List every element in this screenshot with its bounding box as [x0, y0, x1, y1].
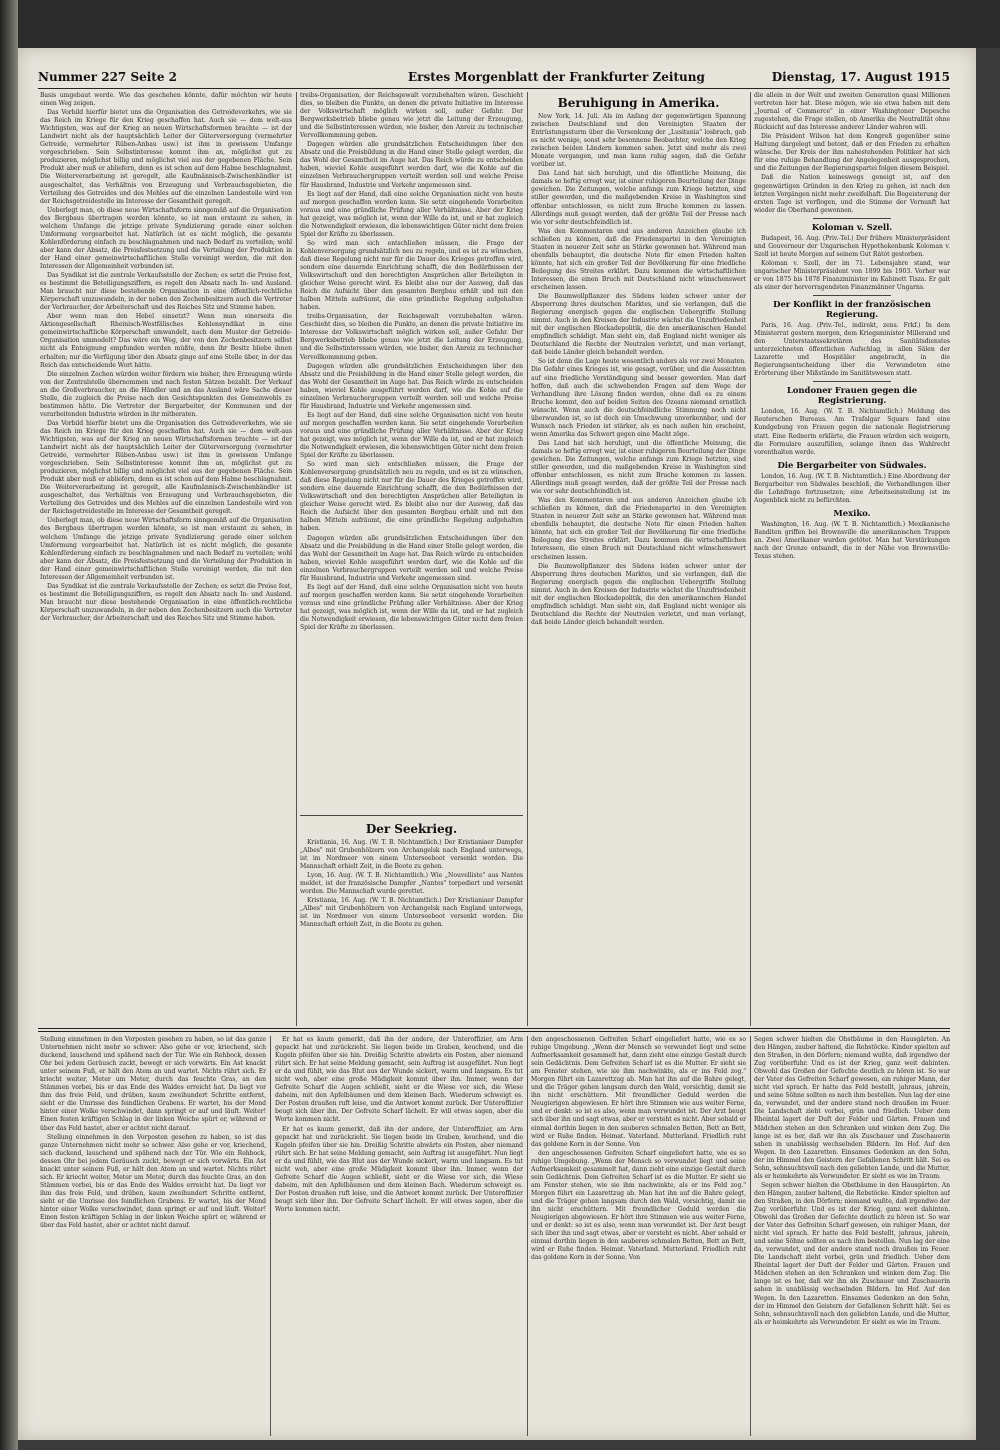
- feuilleton-column-2: [275, 1036, 523, 1436]
- mexiko-headline: Mexiko.: [833, 508, 871, 519]
- feuilleton-rule: [38, 1031, 950, 1032]
- short-divider: [813, 381, 891, 382]
- paragraph: Budapest, 16. Aug. (Priv.-Tel.) Der frühere Ministerpräsident und Gouverneur der Ungarischen Hypothekenbank Koloman v. Szell ist heute Morgen auf seinem Gut Rátót gestorben.: [754, 234, 950, 258]
- koloman-headline: Koloman v. Szell.: [811, 222, 893, 233]
- paragraph: So wird man sich entschließen müssen, die Frage der Kohlenversorgung grundsätzlich neu zu regeln, und es ist zu wünschen, daß diese Regelung nicht nur für die Dauer des Krieges getroffen wird, sondern eine dauernde Einrichtung schafft, die den Bedürfnissen der Volkswirtschaft und den berechtigten Ansprüchen aller Beteiligten in gleicher Weise gerecht wird. Es bleibt also nur der Ausweg, daß das Reich die Aufsicht über den gesamten Bergbau erhält und mit den halben Mitteln aufräumt, die eine gründliche Regelung aufgehalten haben.: [300, 461, 523, 533]
- feuilleton-rule: [38, 1028, 950, 1029]
- seekrieg-headline: Der Seekrieg.: [365, 822, 458, 836]
- londoner-headline: Londoner Frauen gegen die Registrierung.: [786, 386, 918, 407]
- paragraph: Ueberlegt man, ob diese neue Wirtschaftsform sinngemäß auf die Organisation des Bergbaus übertragen werden könnte, so ist man erstaunt zu sehen, in welchem Umfange die jetzige private Syndizierung gerade einer solchen Umformung vorgearbeitet hat. Natürlich ist es nicht möglich, die gesamte Kohlenförderung einfach zu beschlagnahmen und nach Bedarf zu verteilen; wohl aber kann der Absatz, die Preisfestsetzung und die Verteilung der Produktion in der Hand einer gemeinwirtschaftlichen Stelle vereinigt werden, die mit den Interessen der Allgemeinheit verbunden ist.: [40, 517, 292, 581]
- paragraph: Kristiania, 16. Aug. (W. T. B. Nichtamtlich.) Der Kristianiaer Dampfer „Albes" mit Grubenhölzern von Archangelsk nach England unterwegs, ist im Nordmeer von einem Unterseeboot versenkt worden. Die Mannschaft erhielt Zeit, in die Boote zu gehen.: [300, 839, 523, 871]
- feuilleton-column-4: [754, 1036, 950, 1436]
- feuilleton-column-3: [531, 1036, 746, 1436]
- paragraph: Koloman v. Szell, der im 71. Lebensjahre stand, war ungarischer Ministerpräsident von 1899 bis 1903. Vorher war er von 1875 bis 1878 Finanzminister im Kabinett Tisza. Er galt als einer der hervorragendsten Finanzmänner Ungarns.: [754, 259, 950, 291]
- paragraph: treibs-Organisation, der Reichsgewalt vorzubehalten wären. Geschieht dies, so bleiben die Punkte, an denen die private Initiative im Interesse der Volkswirtschaft möglich wirken soll, außer Gefahr. Der Bergwerksbetrieb bliebe genau wie jetzt die Leitung der Erzeugung, und die Selbstinteressen würden, wie bisher, den Anreiz zu technischer Vervollkommnung geben.: [300, 313, 523, 361]
- paragraph: Das Vorbild hierfür bietet uns die Organisation des Getreideverkehrs, wie sie das Reich im Kriege für den Krieg geschaffen hat. Auch sie — dem welt-aus Wichtigsten, was auf der Krieg an neuen Wirtschaftsformen brachte — ist der Landwirt nicht als der hauptsächlich Leiter der Güterversorgung (vermehrter Getreide, vermehrter Rüben-Anbau usw.) ist ihm in gewissem Umfange vorgeschrieben. Sein Selbstinteresse kommt ihm an, möglichst gut zu produzieren, möglichst billig und möglichst viel aus der gegebenen Fläche. Sein Produkt aber muß er abliefern, denn es ist schon auf dem Halme beschlagnahmt. Die Weiterverarbeitung ist geregelt, alle Kaufmännisch-Zwischenhändler ist ausgeschaltet, das Verhältnis von Erzeugung und Verbrauchsgebieten, die Verteilung des Getreides und des Mehles auf die einzelnen Landesteile wird von der Reichsgetreidestelle im Interesse der Gesamtheit geregelt.: [40, 109, 292, 205]
- paragraph: Das Syndikat ist die zentrale Verkaufsstelle der Zechen; es setzt die Preise fest, es bestimmt die Beteiligungsziffern, es regelt den Absatz nach In- und Ausland. Man braucht nur diese bestehende Organisation in eine öffentlich-rechtliche Körperschaft umzuwandeln, in der neben den Zechenbesitzern auch die Vertreter der Verbraucher, der Arbeiterschaft und des Reiches Sitz und Stimme haben.: [40, 582, 292, 622]
- column-rule: [270, 1036, 271, 1436]
- paragraph: Paris, 16. Aug. (Priv.-Tel., indirekt, zens. Frkf.) In dem Ministerrat gestern morgen, dem Kriegsminister Millerand und den Unterstaatssekretären des Sanitätsdienstes unterzeichneten öffentlichen Aufschlag, in allen Sälen der Lazarette und Hospitäler angebracht, in die Regierungsentscheidung über die Verwundeten eine Erörterung über Mißstände im Sanitätswesen statt.: [754, 322, 950, 378]
- paragraph: Die Präsident Wilson hat dem Kongreß gegenüber seine Haltung dargelegt und betont, daß er den Frieden zu erhalten wünsche. Der Kreis der ihm nahestehenden Politiker hat sich für eine ruhige Behandlung der Angelegenheit ausgesprochen, und die Zeitungen der Regierungspartei folgen diesem Beispiel.: [754, 133, 950, 173]
- binding-edge: [0, 0, 18, 1450]
- paragraph: Stellung einnehmen in den Vorposten gesehen zu haben, so ist das ganze Unternehmen nicht mehr so schwer. Also gehe er vor, kriechend, sich duckend, lauschend und spähend nach der Tür. Wie ein Rehbock, dessen Ohr bei jedem Geräusch zuckt, bewegt er sich vorwärts. Ein Ast knackt unter seinem Fuß, er hält den Atem an und wartet. Nichts rührt sich. Er kriecht weiter, Meter um Meter, durch das feuchte Gras, an den Stämmen vorbei, bis er das Ende des Waldes erreicht hat. Da liegt vor ihm das freie Feld, und drüben, kaum zweihundert Schritte entfernt, sieht er die Umrisse des feindlichen Grabens. Er wartet, bis der Mond hinter einer Wolke verschwindet, dann springt er auf und läuft. Weiter! Einen festen kräftigen Schlag in der linken Weiche spürt er, während er über das Feld hastet, aber er achtet nicht darauf.: [40, 1133, 266, 1230]
- paragraph: Segen schwer hielten die Obstbäume in den Hausgärten. An den Hängen, zauber haltend, die Rebstöcke. Kinder spielten auf den Straßen, in den Dörfern; niemand wußte, daß irgendwo der Zug vorüberfuhr. Und es ist der Krieg, ganz weit dahinten. Obwohl das Großen der Gefechte deutlich zu hören ist. So war der Vater des Gefreiten Scharf gewesen, ein ruhiger Mann, der nicht viel sprach. Er hatte das Feld bestellt, jahraus, jahrein, und seine Söhne sollten es nach ihm bestellen. Nun lag der eine da, verwundet, und der andere stand noch draußen im Feuer. Die Landschaft zieht vorbei, grün und friedlich. Ueber dem Rheintal lagert der Duft der Felder und Gärten. Frauen und Mädchen stehen an den Schranken und winken dem Zug. Die lange ist es her, daß wir ihn als Zuschauer und Zuschauerin sahen in unablässig wechselnden Bildern. Im Hof. Auf den Wegen. In den Lazaretten. Einsames Gedenken an den Sohn, der im Himmel den Geistern der Gefallenen Schritt hält. Sei es Sohn, sehnsuchtsvoll nach den geliebten Lande, und die Mutter, als er heimkehrte als Verwundeter. Er sieht es wie im Traum.: [754, 1036, 950, 1180]
- paragraph: New York, 14. Juli. Als im Anfang der gegenwärtigen Spannung zwischen Deutschland und den Vereinigten Staaten der Entrüstungssturm über die Versenkung der „Lusitania" losbrach, gab es nicht wenige, sonst sehr besonnene Beobachter, welche den Krieg zwischen beiden Ländern kommen sahen. Jetzt sind mehr als zwei Monate vergangen, und man kann ruhig sagen, daß die Gefahr vorüber ist.: [531, 113, 746, 169]
- paragraph: Es liegt auf der Hand, daß eine solche Organisation nicht von heute auf morgen geschaffen werden kann. Sie setzt eingehende Vorarbeiten voraus und eine gründliche Prüfung aller Verhältnisse. Aber der Krieg hat gezeigt, was möglich ist, wenn der Wille da ist, und er hat zugleich die Notwendigkeit erwiesen, die lebenswichtigen Güter nicht dem freien Spiel der Kräfte zu überlassen.: [300, 583, 523, 632]
- paragraph: Die Baumwollpflanzer des Südens leiden schwer unter der Absperrung ihres deutschen Marktes, und sie verlangen, daß die Regierung energisch gegen die englischen Uebergriffe Stellung nimmt. Auch in den Kreisen der Industrie wächst die Unzufriedenheit mit der englischen Blockadepolitik, die den amerikanischen Handel empfindlich schädigt. Man sieht ein, daß England nicht weniger als Deutschland die Rechte der Neutralen verletzt, und man verlangt, daß beide Länder gleich behandelt werden.: [531, 293, 746, 357]
- paragraph: Er hat es kaum gemerkt, daß ihn der andere, der Unteroffizier, am Arm gepackt hat und zurückzieht. Sie liegen beide im Graben, keuchend, und die Kugeln pfeifen über sie hin. Dreißig Schritte abwärts ein Posten, aber niemand rührt sich. Er hat seine Meldung gemacht, sein Auftrag ist ausgeführt. Nun liegt er da und fühlt, wie das Blut aus der Wunde sickert, warm und langsam. Es tut nicht weh, aber eine große Müdigkeit kommt über ihn. Immer, wenn der Gefreite Scharf die Augen schließt, sieht er die Wiese vor sich, die Wiese daheim, mit den Apfelbäumen und dem kleinen Bach. Wiederum schweigt es. Der Posten draußen ruft leise, und die Antwort kommt zurück. Der Unteroffizier beugt sich über ihn. Der Gefreite Scharf lächelt. Er will etwas sagen, aber die Worte kommen nicht.: [275, 1036, 523, 1124]
- column-rule: [750, 1036, 751, 1436]
- paragraph: Was den Kommentaren und aus anderen Anzeichen glaube ich schließen zu können, daß die Friedenspartei in den Vereinigten Staaten in neuerer Zeit sehr an Stärke gewonnen hat. Während man ebenfalls behauptet, die deutsche Note für einen Frieden halten könnte, hat sich ein großer Teil der Bevölkerung für eine friedliche Beilegung des Streites erklärt. Dazu kommen die wirtschaftlichen Interessen, die einen Bruch mit Deutschland nicht wünschenswert erscheinen lassen.: [531, 497, 746, 561]
- paper-name: Erstes Morgenblatt der Frankfurter Zeitung: [408, 70, 705, 84]
- konflikt-headline: Der Konflikt in der französischen Regierung.: [773, 300, 931, 321]
- masthead: [38, 70, 950, 86]
- paragraph: Lyon, 16. Aug. (W. T. B. Nichtamtlich.) Wie „Nouvelliste" aus Nantes meldet, ist der französische Dampfer „Nantes" torpediert und versenkt worden. Die Mannschaft wurde gerettet.: [300, 872, 523, 896]
- paragraph: London, 16. Aug. (W. T. B. Nichtamtlich.) Meldung des Reuterschen Bureaus. Am Trafalgar Square fand eine Kundgebung von Frauen gegen die nationale Registrierung statt. Eine Rednerin erklärte, die Frauen würden sich weigern, die Formulare auszufüllen, solange ihnen das Wahlrecht vorenthalten werde.: [754, 408, 950, 456]
- amerika-headline: Beruhigung in Amerika.: [557, 96, 720, 110]
- scan-top-margin: [0, 0, 1000, 48]
- paragraph: Das Syndikat ist die zentrale Verkaufsstelle der Zechen; es setzt die Preise fest, es bestimmt die Beteiligungsziffern, es regelt den Absatz nach In- und Ausland. Man braucht nur diese bestehende Organisation in eine öffentlich-rechtliche Körperschaft umzuwandeln, in der neben den Zechenbesitzern auch die Vertreter der Verbraucher, der Arbeiterschaft und des Reiches Sitz und Stimme haben.: [40, 272, 292, 312]
- paragraph: Das Land hat sich beruhigt, und die öffentliche Meinung, die damals so heftig erregt war, ist einer ruhigeren Beurteilung der Dinge gewichen. Die Zeitungen, welche anfangs zum Kriege hetzten, sind stiller geworden, und die maßgebenden Kreise in Washington sind offenbar entschlossen, es nicht zum Bruche kommen zu lassen. Allerdings muß gesagt werden, daß der größte Teil der Presse nach wie vor sehr deutschfeindlich ist.: [531, 439, 746, 496]
- paragraph: den angeschossenen Gefreiten Scharf eingeliefert hatte, wie es so ruhige Umgebung. „Wenn der Mensch so verwundet liegt und seine Aufmerksamkeit gesammelt hat, dann zieht eine einzige Gestalt durch sein Gedächtnis. Dem Gefreiten Scharf ist es die Mutter. Er sieht sie am Fenster stehen, wie sie ihm nachwinkte, als er ins Feld zog." Morgen führt ein Lazarettzug ab. Man hat ihn auf die Bahre gelegt, und die Träger gehen langsam durch den Wald, vorsichtig, damit sie ihn nicht erschüttern. Mit freundlicher Geduld werden die Neugierigen abgewiesen. Er hört ihre Stimmen wie aus weiter Ferne, und er denkt: so ist es also, wenn man verwundet ist. Der Arzt beugt sich über ihn und sagt etwas, aber er versteht es nicht. Aber sobald er einmal dorthin liegen in den sauberen schmalen Betten, Bett an Bett, wird er Ruhe finden. Heimat. Vaterland. Mutterland. Friedlich ruht das goldene Korn in der Sonne. Von: [531, 1036, 746, 1148]
- paragraph: Die einzelnen Zechen würden weiter fördern wie bisher, ihre Erzeugung würde von der Zentralstelle übernommen und nach festen Sätzen bezahlt. Der Verkauf an die Großverbraucher, an die Händler und an das Ausland wäre Sache dieser Stelle, die zugleich die Preise nach den Gesichtspunkten des Gemeinwohls zu bestimmen hätte. Die Vertreter der Bergarbeiter, der Kommunen und der verarbeitenden Industrie würden in ihr mitberaten.: [40, 370, 292, 418]
- paragraph: Dagegen würden alle grundsätzlichen Entscheidungen über den Absatz und die Preisbildung in die Hand einer Stelle gelegt werden, die das Wohl der Gesamtheit im Auge hat. Das Reich würde zu entscheiden haben, wieviel Kohle ausgeführt werden darf, wie die Kohle auf die einzelnen Verbrauchergruppen verteilt werden soll und welche Preise für Hausbrand, Industrie und Verkehr angemessen sind.: [300, 362, 523, 410]
- article-column-4: [754, 92, 950, 1024]
- paragraph: So wird man sich entschließen müssen, die Frage der Kohlenversorgung grundsätzlich neu zu regeln, und es ist zu wünschen, daß diese Regelung nicht nur für die Dauer des Krieges getroffen wird, sondern eine dauernde Einrichtung schafft, die den Bedürfnissen der Volkswirtschaft und den berechtigten Ansprüchen aller Beteiligten in gleicher Weise gerecht wird. Es bleibt also nur der Ausweg, daß das Reich die Aufsicht über den gesamten Bergbau erhält und mit den halben Mitteln aufräumt, die eine gründliche Regelung aufgehalten haben.: [300, 239, 523, 312]
- paragraph: Aber wenn man den Hebel einsetzt? Wenn man einerseits die Aktiengesellschaft Rheinisch-Westfälisches Kohlensyndikat in eine gemeinwirtschaftliche Körperschaft umwandelt, nach dem Muster der Getreide-Organisation ummodelt? Das wäre ein Weg, der von den Zechenbesitzern selbst nicht als Enteignung empfunden werden müßte, denn ihr Besitz bliebe ihnen erhalten; nur die Verfügung über den Absatz ginge auf eine Stelle über, in der das Reich das entscheidende Wort hätte.: [40, 313, 292, 369]
- paragraph: Kristiania, 16. Aug. (W. T. B. Nichtamtlich.) Der Kristianiaer Dampfer „Albes" mit Grubenhölzern von Archangelsk nach England unterwegs, ist im Nordmeer von einem Unterseeboot versenkt worden. Die Mannschaft erhielt Zeit, in die Boote zu gehen.: [300, 897, 523, 929]
- paragraph: Stellung einnehmen in den Vorposten gesehen zu haben, so ist das ganze Unternehmen nicht mehr so schwer. Also gehe er vor, kriechend, sich duckend, lauschend und spähend nach der Tür. Wie ein Rehbock, dessen Ohr bei jedem Geräusch zuckt, bewegt er sich vorwärts. Ein Ast knackt unter seinem Fuß, er hält den Atem an und wartet. Nichts rührt sich. Er kriecht weiter, Meter um Meter, durch das feuchte Gras, an den Stämmen vorbei, bis er das Ende des Waldes erreicht hat. Da liegt vor ihm das freie Feld, und drüben, kaum zweihundert Schritte entfernt, sieht er die Umrisse des feindlichen Grabens. Er wartet, bis der Mond hinter einer Wolke verschwindet, dann springt er auf und läuft. Weiter! Einen festen kräftigen Schlag in der linken Weiche spürt er, während er über das Feld hastet, aber er achtet nicht darauf.: [40, 1036, 266, 1132]
- column-rule: [527, 92, 528, 1026]
- issue-number: Nummer 227 Seite 2: [38, 70, 178, 84]
- paragraph: Washington, 16. Aug. (W. T. B. Nichtamtlich.) Mexikanische Banditen griffen bei Brownsville die amerikanischen Truppen an. Zwei Amerikaner wurden getötet. Man hat Verstärkungen nach der Grenze entsandt, die in der Nähe von Brownsville-Texas stehen.: [754, 520, 950, 561]
- paragraph: Dagegen würden alle grundsätzlichen Entscheidungen über den Absatz und die Preisbildung in die Hand einer Stelle gelegt werden, die das Wohl der Gesamtheit im Auge hat. Das Reich würde zu entscheiden haben, wieviel Kohle ausgeführt werden darf, wie die Kohle auf die einzelnen Verbrauchergruppen verteilt werden soll und welche Preise für Hausbrand, Industrie und Verkehr angemessen sind.: [300, 534, 523, 582]
- paragraph: treibs-Organisation, der Reichsgewalt vorzubehalten wären. Geschieht dies, so bleiben die Punkte, an denen die private Initiative im Interesse der Volkswirtschaft möglich wirken soll, außer Gefahr. Der Bergwerksbetrieb bliebe genau wie jetzt die Leitung der Erzeugung, und die Selbstinteressen würden, wie bisher, den Anreiz zu technischer Vervollkommnung geben.: [300, 92, 523, 140]
- feuilleton-column-1: [40, 1036, 266, 1436]
- paragraph: Segen schwer hielten die Obstbäume in den Hausgärten. An den Hängen, zauber haltend, die Rebstöcke. Kinder spielten auf den Straßen, in den Dörfern; niemand wußte, daß irgendwo der Zug vorüberfuhr. Und es ist der Krieg, ganz weit dahinten. Obwohl das Großen der Gefechte deutlich zu hören ist. So war der Vater des Gefreiten Scharf gewesen, ein ruhiger Mann, der nicht viel sprach. Er hatte das Feld bestellt, jahraus, jahrein, und seine Söhne sollten es nach ihm bestellen. Nun lag der eine da, verwundet, und der andere stand noch draußen im Feuer. Die Landschaft zieht vorbei, grün und friedlich. Ueber dem Rheintal lagert der Duft der Felder und Gärten. Frauen und Mädchen stehen an den Schranken und winken dem Zug. Die lange ist es her, daß wir ihn als Zuschauer und Zuschauerin sahen in unablässig wechselnden Bildern. Im Hof. Auf den Wegen. In den Lazaretten. Einsames Gedenken an den Sohn, der im Himmel den Geistern der Gefallenen Schritt hält. Sei es Sohn, sehnsuchtsvoll nach den geliebten Lande, und die Mutter, als er heimkehrte als Verwundeter. Er sieht es wie im Traum.: [754, 1181, 950, 1326]
- column-rule: [750, 92, 751, 1026]
- paragraph: London, 16. Aug. (W. T. B. Nichtamtlich.) Eine Abordnung der Bergarbeiter von Südwales beschloß, die Verhandlungen über die Lohnfrage fortzusetzen; eine Arbeitseinstellung ist im Augenblick nicht zu befürchten.: [754, 472, 950, 504]
- article-column-3: [531, 92, 746, 1024]
- section-divider: [300, 815, 523, 816]
- column-rule: [296, 92, 297, 1026]
- issue-date: Dienstag, 17. August 1915: [771, 70, 950, 84]
- paragraph: So ist denn die Lage heute wesentlich anders als vor zwei Monaten. Die Gefahr eines Krieges ist, wie gesagt, vorüber, und die Aussichten auf eine friedliche Verständigung sind besser geworden. Man darf hoffen, daß auch die schwebenden Fragen auf dem Wege der Verhandlung ihre Lösung finden werden, ohne daß es zu einem Bruche kommt, den auf beiden Seiten des Ozeans niemand ernstlich wünscht. Wenn auch die deutschfeindliche Stimmung noch nicht überwunden ist, so ist doch ein Umschwung unverkennbar, und der Wunsch nach Frieden ist stärker, als es nach außen hin erscheint, wenn Amerika das Schwert gegen eine Macht zöge.: [531, 358, 746, 438]
- seekrieg-article: [300, 818, 523, 1024]
- masthead-rule: [38, 88, 950, 89]
- bergarbeiter-headline: Die Bergarbeiter von Südwales.: [777, 460, 927, 471]
- paragraph: Daß die Nation keineswegs geneigt ist, auf den gegenwärtigen Gründen in den Krieg zu gehen, ist nach den letzten Vorgängen nicht mehr zweifelhaft. Die Begeisterung der ersten Tage ist verflogen, und die Stimme der Vernunft hat wieder die Oberhand gewonnen.: [754, 174, 950, 214]
- paragraph: Basis umgebaut werde. Wie das geschehen könnte, dafür möchten wir heute einen Weg zeigen.: [40, 92, 292, 108]
- short-divider: [813, 218, 891, 219]
- column-rule: [527, 1036, 528, 1436]
- paragraph: Dagegen würden alle grundsätzlichen Entscheidungen über den Absatz und die Preisbildung in die Hand einer Stelle gelegt werden, die das Wohl der Gesamtheit im Auge hat. Das Reich würde zu entscheiden haben, wieviel Kohle ausgeführt werden darf, wie die Kohle auf die einzelnen Verbrauchergruppen verteilt werden soll und welche Preise für Hausbrand, Industrie und Verkehr angemessen sind.: [300, 141, 523, 189]
- paragraph: Was den Kommentaren und aus anderen Anzeichen glaube ich schließen zu können, daß die Friedenspartei in den Vereinigten Staaten in neuerer Zeit sehr an Stärke gewonnen hat. Während man ebenfalls behauptet, die deutsche Note für einen Frieden halten könnte, hat sich ein großer Teil der Bevölkerung für eine friedliche Beilegung des Streites erklärt. Dazu kommen die wirtschaftlichen Interessen, die einen Bruch mit Deutschland nicht wünschenswert erscheinen lassen.: [531, 227, 746, 291]
- paragraph: Es liegt auf der Hand, daß eine solche Organisation nicht von heute auf morgen geschaffen werden kann. Sie setzt eingehende Vorarbeiten voraus und eine gründliche Prüfung aller Verhältnisse. Aber der Krieg hat gezeigt, was möglich ist, wenn der Wille da ist, und er hat zugleich die Notwendigkeit erwiesen, die lebenswichtigen Güter nicht dem freien Spiel der Kräfte zu überlassen.: [300, 411, 523, 460]
- paragraph: Die Baumwollpflanzer des Südens leiden schwer unter der Absperrung ihres deutschen Marktes, und sie verlangen, daß die Regierung energisch gegen die englischen Uebergriffe Stellung nimmt. Auch in den Kreisen der Industrie wächst die Unzufriedenheit mit der englischen Blockadepolitik, die den amerikanischen Handel empfindlich schädigt. Man sieht ein, daß England nicht weniger als Deutschland die Rechte der Neutralen verletzt, und man verlangt, daß beide Länder gleich behandelt werden.: [531, 562, 746, 626]
- article-column-1: [40, 92, 292, 1024]
- paragraph: die allein in der Welt und zweiten Generation quasi Millionen vertreten hier hat. Diese mögen, wie sie etwa haben mit dem „Journal of Commerce" in einer Washingtoner Depesche zugestehen, die Frage stellen, ob Amerika die Neutralität ohne Rücksicht auf das Interesse anderer Länder wahren will.: [754, 92, 950, 132]
- paragraph: Das Vorbild hierfür bietet uns die Organisation des Getreideverkehrs, wie sie das Reich im Kriege für den Krieg geschaffen hat. Auch sie — dem welt-aus Wichtigsten, was auf der Krieg an neuen Wirtschaftsformen brachte — ist der Landwirt nicht als der hauptsächlich Leiter der Güterversorgung (vermehrter Getreide, vermehrter Rüben-Anbau usw.) ist ihm in gewissem Umfange vorgeschrieben. Sein Selbstinteresse kommt ihm an, möglichst gut zu produzieren, möglichst billig und möglichst viel aus der gegebenen Fläche. Sein Produkt aber muß er abliefern, denn es ist schon auf dem Halme beschlagnahmt. Die Weiterverarbeitung ist geregelt, alle Kaufmännisch-Zwischenhändler ist ausgeschaltet, das Verhältnis von Erzeugung und Verbrauchsgebieten, die Verteilung des Getreides und des Mehles auf die einzelnen Landesteile wird von der Reichsgetreidestelle im Interesse der Gesamtheit geregelt.: [40, 419, 292, 516]
- article-column-2: [300, 92, 523, 812]
- paragraph: Das Land hat sich beruhigt, und die öffentliche Meinung, die damals so heftig erregt war, ist einer ruhigeren Beurteilung der Dinge gewichen. Die Zeitungen, welche anfangs zum Kriege hetzten, sind stiller geworden, und die maßgebenden Kreise in Washington sind offenbar entschlossen, es nicht zum Bruche kommen zu lassen. Allerdings muß gesagt werden, daß der größte Teil der Presse nach wie vor sehr deutschfeindlich ist.: [531, 170, 746, 226]
- paragraph: Er hat es kaum gemerkt, daß ihn der andere, der Unteroffizier, am Arm gepackt hat und zurückzieht. Sie liegen beide im Graben, keuchend, und die Kugeln pfeifen über sie hin. Dreißig Schritte abwärts ein Posten, aber niemand rührt sich. Er hat seine Meldung gemacht, sein Auftrag ist ausgeführt. Nun liegt er da und fühlt, wie das Blut aus der Wunde sickert, warm und langsam. Es tut nicht weh, aber eine große Müdigkeit kommt über ihn. Immer, wenn der Gefreite Scharf die Augen schließt, sieht er die Wiese vor sich, die Wiese daheim, mit den Apfelbäumen und dem kleinen Bach. Wiederum schweigt es. Der Posten draußen ruft leise, und die Antwort kommt zurück. Der Unteroffizier beugt sich über ihn. Der Gefreite Scharf lächelt. Er will etwas sagen, aber die Worte kommen nicht.: [275, 1125, 523, 1213]
- short-divider: [813, 295, 891, 296]
- paragraph: den angeschossenen Gefreiten Scharf eingeliefert hatte, wie es so ruhige Umgebung. „Wenn der Mensch so verwundet liegt und seine Aufmerksamkeit gesammelt hat, dann zieht eine einzige Gestalt durch sein Gedächtnis. Dem Gefreiten Scharf ist es die Mutter. Er sieht sie am Fenster stehen, wie sie ihm nachwinkte, als er ins Feld zog." Morgen führt ein Lazarettzug ab. Man hat ihn auf die Bahre gelegt, und die Träger gehen langsam durch den Wald, vorsichtig, damit sie ihn nicht erschüttern. Mit freundlicher Geduld werden die Neugierigen abgewiesen. Er hört ihre Stimmen wie aus weiter Ferne, und er denkt: so ist es also, wenn man verwundet ist. Der Arzt beugt sich über ihn und sagt etwas, aber er versteht es nicht. Aber sobald er einmal dorthin liegen in den sauberen schmalen Betten, Bett an Bett, wird er Ruhe finden. Heimat. Vaterland. Mutterland. Friedlich ruht das goldene Korn in der Sonne. Von: [531, 1149, 746, 1262]
- paragraph: Es liegt auf der Hand, daß eine solche Organisation nicht von heute auf morgen geschaffen werden kann. Sie setzt eingehende Vorarbeiten voraus und eine gründliche Prüfung aller Verhältnisse. Aber der Krieg hat gezeigt, was möglich ist, wenn der Wille da ist, und er hat zugleich die Notwendigkeit erwiesen, die lebenswichtigen Güter nicht dem freien Spiel der Kräfte zu überlassen.: [300, 190, 523, 238]
- paragraph: Ueberlegt man, ob diese neue Wirtschaftsform sinngemäß auf die Organisation des Bergbaus übertragen werden könnte, so ist man erstaunt zu sehen, in welchem Umfange die jetzige private Syndizierung gerade einer solchen Umformung vorgearbeitet hat. Natürlich ist es nicht möglich, die gesamte Kohlenförderung einfach zu beschlagnahmen und nach Bedarf zu verteilen; wohl aber kann der Absatz, die Preisfestsetzung und die Verteilung der Produktion in der Hand einer gemeinwirtschaftlichen Stelle vereinigt werden, die mit den Interessen der Allgemeinheit verbunden ist.: [40, 206, 292, 270]
